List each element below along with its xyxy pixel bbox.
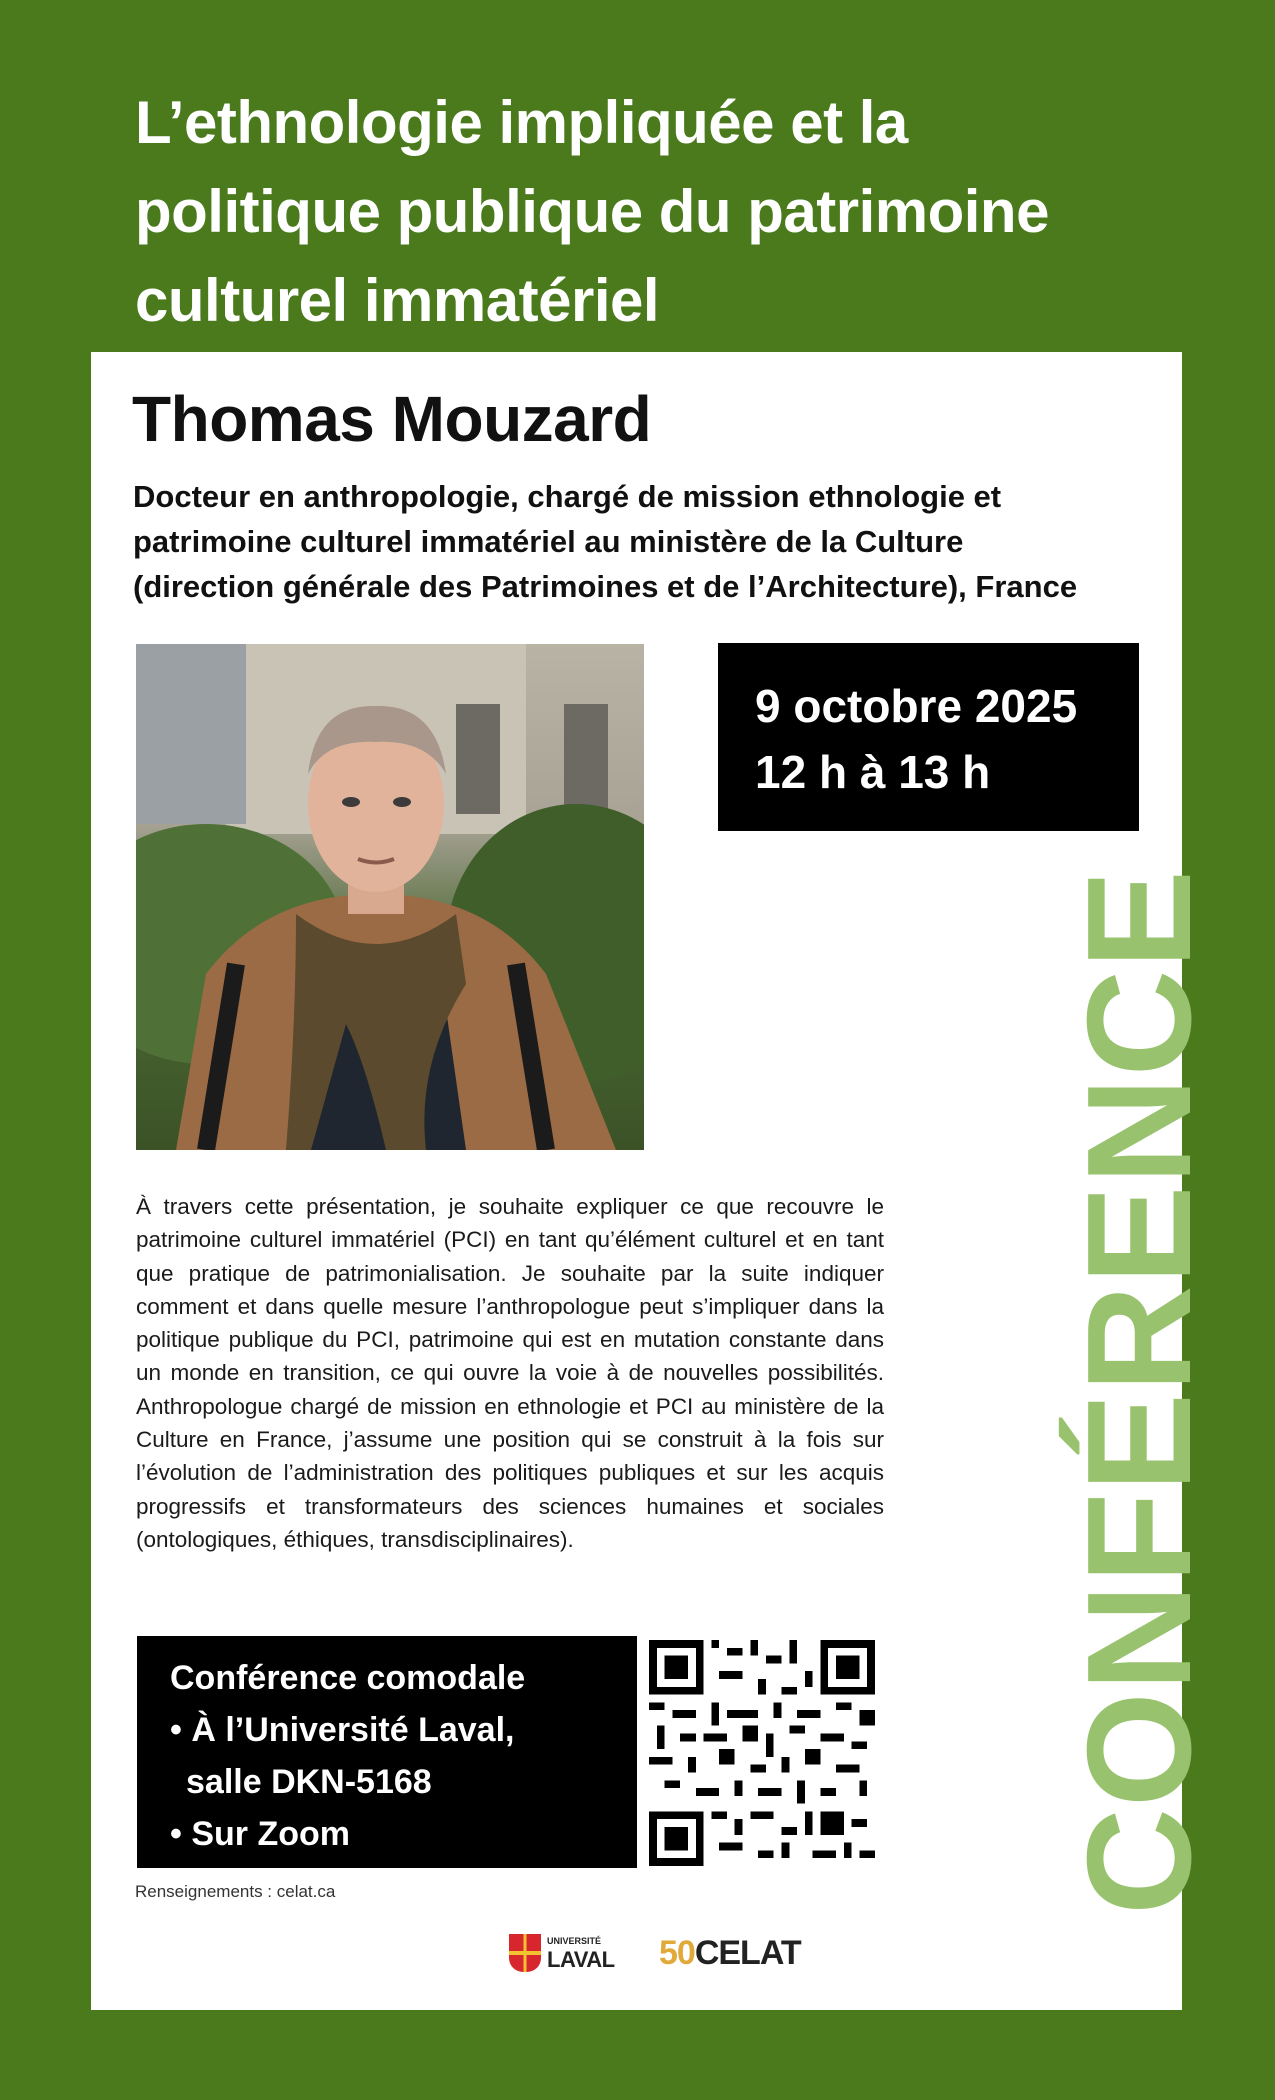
logo-laval-big-text: LAVAL	[547, 1947, 615, 1972]
role-line: Docteur en anthropologie, chargé de mission ethnologie et	[133, 479, 1002, 514]
venue-heading: Conférence comodale	[170, 1659, 526, 1697]
logo-celat-name: CELAT	[694, 1934, 801, 1972]
logo-celat-fifty: 50	[659, 1934, 695, 1972]
date-time-box	[718, 643, 1139, 831]
event-time: 12 h à 13 h	[755, 746, 991, 798]
qr-code-icon[interactable]	[649, 1640, 875, 1866]
speaker-photo	[136, 644, 644, 1150]
info-text: Renseignements : celat.ca	[135, 1882, 336, 1901]
conference-vertical-label: CONFÉRENCE	[1057, 868, 1222, 1916]
role-line: (direction générale des Patrimoines et de l’Architecture), France	[133, 569, 1078, 604]
poster-title	[135, 78, 1195, 345]
role-line: patrimoine culturel immatériel au ministère de la Culture	[133, 524, 964, 559]
content-panel	[91, 352, 1222, 2010]
universite-laval-logo	[509, 1932, 619, 1976]
venue-online: • Sur Zoom	[170, 1815, 351, 1853]
speaker-name: Thomas Mouzard	[132, 383, 652, 455]
venue-location-line2: salle DKN-5168	[186, 1763, 432, 1801]
celat-50-logo	[659, 1934, 801, 1973]
crest-icon	[509, 1934, 541, 1972]
venue-location-line1: • À l’Université Laval,	[170, 1711, 515, 1749]
title-line: L’ethnologie impliquée et la	[135, 89, 908, 156]
event-date: 9 octobre 2025	[755, 680, 1078, 732]
abstract-text: À travers cette présentation, je souhaite expliquer ce que recouvre le patrimoine culturel immatériel (PCI) en tant qu’élément culturel et en tant que pratique de patrimonialisation. Je souhaite par la suite indiquer comment et dans quelle mesure l’anthropologue peut s’impliquer dans la politique publique du PCI, patrimoine qui est en mutation constante dans un monde en transition, ce qui ouvre la voie à de nouvelles possibilités. Anthropologue chargé de mission en ethnologie et PCI au ministère de la Culture en France, j’assume une position qui se construit à la fois sur l’évolution de l’administration des politiques publiques et sur les acquis progressifs et transformateurs des sciences humaines et sociales (ontologiques, éthiques, transdisciplinaires).	[136, 1194, 884, 1552]
title-line: culturel immatériel	[135, 267, 660, 334]
title-line: politique publique du patrimoine	[135, 178, 1049, 245]
speaker-role	[133, 474, 1173, 609]
logo-laval-small-text: UNIVERSITÉ	[547, 1936, 602, 1946]
venue-box	[137, 1636, 637, 1868]
